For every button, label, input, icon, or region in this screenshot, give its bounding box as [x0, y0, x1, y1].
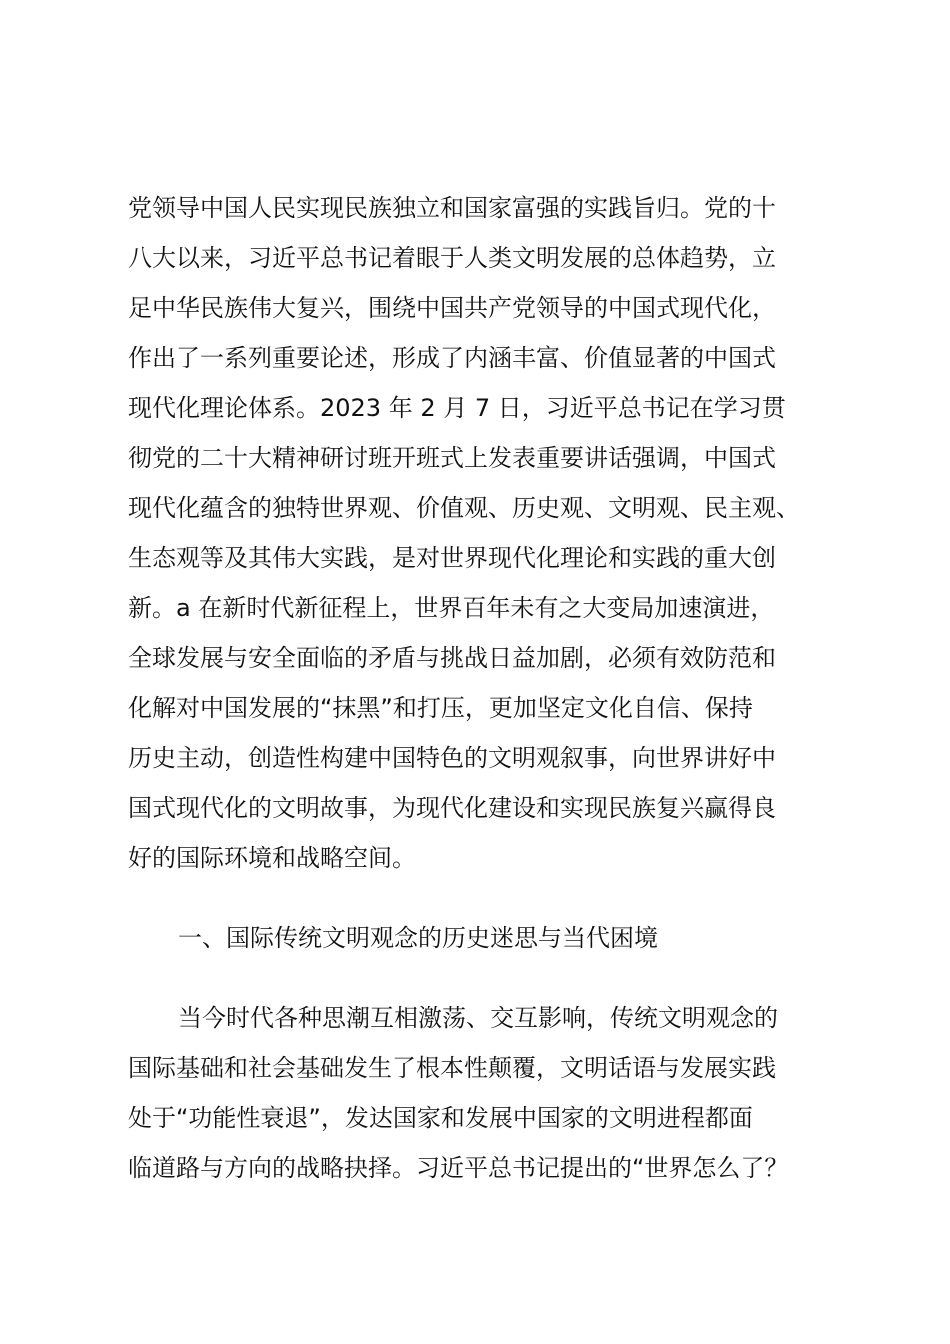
text-line: 历史主动，创造性构建中国特色的文明观叙事，向世界讲好中 [128, 744, 776, 772]
section-heading: 一、国际传统文明观念的历史迷思与当代困境 [178, 924, 658, 952]
text-line: 现代化理论体系。2023 年 2 月 7 日，习近平总书记在学习贯 [128, 394, 786, 422]
text-line: 彻党的二十大精神研讨班开班式上发表重要讲话强调，中国式 [128, 444, 776, 472]
text-line: 全球发展与安全面临的矛盾与挑战日益加剧，必须有效防范和 [128, 644, 776, 672]
paragraph [128, 183, 858, 883]
text-line: 好的国际环境和战略空间。 [128, 844, 416, 872]
document-body [128, 183, 858, 1193]
text-line: 临道路与方向的战略抉择。习近平总书记提出的“世界怎么了？ [128, 1154, 789, 1182]
paragraph-gap [128, 883, 858, 913]
text-line: 国式现代化的文明故事，为现代化建设和实现民族复兴赢得良 [128, 794, 776, 822]
paragraph [128, 993, 858, 1193]
text-line: 处于“功能性衰退”，发达国家和发展中国家的文明进程都面 [128, 1104, 753, 1132]
text-line: 现代化蕴含的独特世界观、价值观、历史观、文明观、民主观、 [128, 494, 800, 522]
text-line: 足中华民族伟大复兴，围绕中国共产党领导的中国式现代化， [128, 294, 776, 322]
text-line: 当今时代各种思潮互相激荡、交互影响，传统文明观念的 [178, 1004, 778, 1032]
text-line: 新。a 在新时代新征程上，世界百年未有之大变局加速演进， [128, 594, 775, 622]
text-line: 八大以来，习近平总书记着眼于人类文明发展的总体趋势，立 [128, 244, 776, 272]
text-line: 国际基础和社会基础发生了根本性颠覆，文明话语与发展实践 [128, 1054, 776, 1082]
text-line: 化解对中国发展的“抹黑”和打压，更加坚定文化自信、保持 [128, 694, 753, 722]
text-line: 党领导中国人民实现民族独立和国家富强的实践旨归。党的十 [128, 194, 776, 222]
text-line: 作出了一系列重要论述，形成了内涵丰富、价值显著的中国式 [128, 344, 776, 372]
paragraph-gap [128, 963, 858, 993]
text-line: 生态观等及其伟大实践，是对世界现代化理论和实践的重大创 [128, 544, 776, 572]
